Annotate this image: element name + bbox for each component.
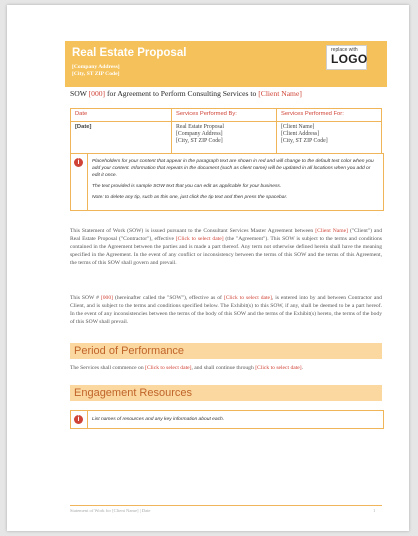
sow-heading <box>70 89 302 98</box>
table-header-by: Services Performed By: <box>172 109 277 122</box>
by-city: [City, ST ZIP Code] <box>176 138 223 144</box>
logo-placeholder[interactable] <box>326 45 367 70</box>
placeholder-field[interactable]: [000] <box>100 295 114 301</box>
date-cell[interactable]: [Date] <box>71 122 172 161</box>
placeholder-field[interactable]: [Click to select date] <box>255 365 302 371</box>
table-header-date: Date <box>71 109 172 122</box>
company-city[interactable]: [City, ST ZIP Code] <box>72 71 120 77</box>
footer-divider <box>70 505 382 506</box>
table-header-row <box>71 109 382 122</box>
tip-paragraph-1: Placeholders for your content that appear in the paragraph text are shown in red and will change to the default text color when you add your content. Information that repeats in the document (such as client name) will be updated in all locations when you add or edit it once. <box>92 159 374 178</box>
placeholder-field[interactable]: [Click to select date] <box>175 236 224 242</box>
for-client: [Client Name] <box>281 124 315 130</box>
tip-box[interactable] <box>70 153 384 211</box>
placeholder-field[interactable]: [Click to select date] <box>145 365 192 371</box>
for-address: [Client Address] <box>281 131 320 137</box>
sow-number-placeholder[interactable]: [000] <box>88 89 106 98</box>
tip-icon-cell <box>71 411 88 428</box>
footer-text: Statement of Work for [Client Name] | Date <box>70 508 151 513</box>
body-paragraph-2: This SOW # [000] (hereinafter called the "SOW"), effective as of [Click to select date], is entered into by and between Contractor and Client, and is subject to the terms and conditions specified below. The Exhibit(s) to this SOW, if any, shall be deemed to be a part hereof. In the event of any inconsistencies between the terms of the body of this SOW and the terms of the Exhibit(s) hereto, the terms of the body of this SOW shall prevail. <box>70 295 382 325</box>
company-address[interactable]: [Company Address] <box>72 64 120 70</box>
body-paragraph-3: The Services shall commence on [Click to select date], and shall continue through [Click to select date]. <box>70 365 304 371</box>
placeholder-field[interactable]: [Click to select date] <box>223 295 272 301</box>
document-page <box>7 5 409 531</box>
tip-icon-cell <box>71 154 88 210</box>
page-number: 1 <box>373 508 376 513</box>
sow-middle: for Agreement to Perform Consulting Services to <box>105 89 259 98</box>
by-company: Real Estate Proposal <box>176 124 224 130</box>
section-heading-period: Period of Performance <box>70 343 382 359</box>
resources-tip-text: List names of resources and any key information about each. <box>92 417 225 422</box>
body-paragraph-1: This Statement of Work (SOW) is issued pursuant to the Consultant Services Master Agreement between [Client Name] ("Client") and Real Estate Proposal ("Contractor"), effective [Click to select date] (the "Agreement"). This SOW is subject to the terms and conditions contained in the Agreement between the parties and is made a part thereof. Any term not otherwise defined herein shall have the meaning specified in the Agreement. In the event of any conflict or inconsistency between the terms of this SOW and the terms of this Agreement, the terms of this SOW shall govern and prevail. <box>70 228 383 266</box>
document-title[interactable]: Real Estate Proposal <box>72 47 187 59</box>
tip-text <box>92 158 379 205</box>
logo-small-text: replace with <box>331 47 358 53</box>
client-name-placeholder[interactable]: [Client Name] <box>258 89 302 98</box>
for-city: [City, ST ZIP Code] <box>281 138 328 144</box>
info-icon: i <box>74 415 83 424</box>
placeholder-field[interactable]: [Client Name] <box>315 228 348 234</box>
tip-paragraph-3: Note: to delete any tip, such as this one, just click the tip text and then press the spacebar. <box>92 195 288 200</box>
sow-prefix: SOW <box>70 89 89 98</box>
table-header-for: Services Performed For: <box>277 109 382 122</box>
section-heading-resources: Engagement Resources <box>70 385 382 401</box>
info-icon: i <box>74 158 83 167</box>
logo-text: LOGO <box>331 52 368 66</box>
resources-tip-box[interactable] <box>70 410 384 429</box>
tip-paragraph-2: The text provided is sample SOW text that you can edit as applicable for your business. <box>92 184 282 189</box>
by-address: [Company Address] <box>176 131 223 137</box>
